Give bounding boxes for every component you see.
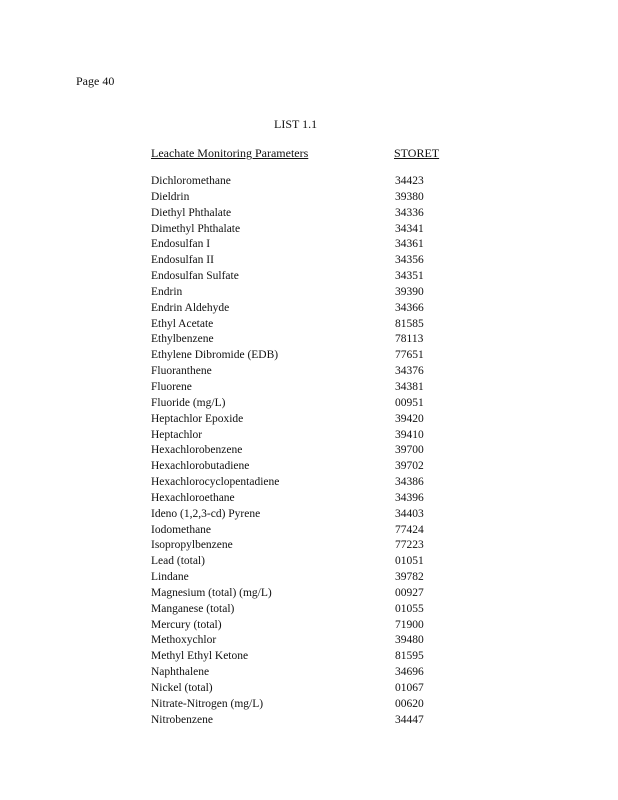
parameter-name: Hexachlorocyclopentadiene	[151, 476, 280, 489]
storet-code: 34696	[395, 666, 424, 679]
parameter-name: Magnesium (total) (mg/L)	[151, 586, 272, 599]
storet-code: 00927	[395, 586, 424, 599]
list-item	[0, 697, 618, 713]
storet-code: 39390	[395, 285, 424, 298]
storet-column-header: STORET	[394, 146, 440, 160]
list-item	[0, 301, 618, 317]
parameter-name: Ideno (1,2,3-cd) Pyrene	[151, 507, 261, 520]
storet-code: 34386	[395, 476, 424, 489]
storet-code: 78113	[395, 333, 424, 346]
storet-code: 34356	[395, 254, 424, 267]
parameter-name: Lead (total)	[151, 555, 205, 568]
list-item	[0, 348, 618, 364]
storet-code: 39700	[395, 444, 424, 457]
list-item	[0, 190, 618, 206]
parameter-name: Methyl Ethyl Ketone	[151, 650, 249, 663]
parameter-name: Mercury (total)	[151, 618, 222, 631]
parameter-name: Endosulfan Sulfate	[151, 270, 239, 283]
parameter-name: Fluoranthene	[151, 365, 212, 378]
list-item	[0, 713, 618, 729]
list-item	[0, 253, 618, 269]
storet-code: 34376	[395, 365, 424, 378]
storet-code: 00620	[395, 697, 424, 710]
parameter-name: Nitrobenzene	[151, 713, 213, 726]
parameter-name: Fluorene	[151, 380, 192, 393]
storet-code: 34447	[395, 713, 424, 726]
parameter-name: Ethyl Acetate	[151, 317, 214, 330]
list-item	[0, 380, 618, 396]
storet-code: 34381	[395, 380, 424, 393]
storet-code: 39420	[395, 412, 424, 425]
list-item	[0, 428, 618, 444]
parameter-list	[0, 174, 618, 729]
list-title: LIST 1.1	[274, 117, 318, 131]
storet-code: 81595	[395, 650, 424, 663]
storet-code: 34423	[395, 175, 424, 187]
storet-code: 34403	[395, 507, 424, 520]
list-item	[0, 206, 618, 222]
list-item	[0, 222, 618, 238]
parameter-name: Hexachlorobutadiene	[151, 460, 250, 473]
storet-code: 77223	[395, 539, 424, 552]
list-item	[0, 633, 618, 649]
list-item	[0, 507, 618, 523]
parameter-name: Endosulfan I	[151, 238, 211, 251]
storet-code: 39410	[395, 428, 424, 441]
parameter-name: Hexachlorobenzene	[151, 444, 243, 457]
parameter-name: Naphthalene	[151, 666, 210, 679]
list-item	[0, 364, 618, 380]
parameter-name: Nickel (total)	[151, 682, 213, 694]
parameter-name: Nitrate-Nitrogen (mg/L)	[151, 697, 264, 710]
storet-code: 34396	[395, 491, 424, 504]
parameter-name: Endrin Aldehyde	[151, 301, 230, 314]
parameter-name: Dichloromethane	[151, 175, 231, 187]
storet-code: 01051	[395, 555, 424, 568]
storet-code: 39480	[395, 634, 424, 647]
list-item	[0, 443, 618, 459]
storet-code: 77424	[395, 523, 424, 536]
column-header-row	[0, 146, 618, 160]
list-item	[0, 332, 618, 348]
list-item	[0, 285, 618, 301]
parameter-name: Lindane	[151, 571, 189, 584]
list-item	[0, 237, 618, 253]
parameter-name: Diethyl Phthalate	[151, 206, 232, 219]
parameter-name: Fluoride (mg/L)	[151, 396, 226, 409]
storet-code: 39782	[395, 571, 424, 584]
list-item	[0, 554, 618, 570]
list-item	[0, 618, 618, 634]
storet-code: 39702	[395, 460, 424, 473]
storet-code: 34336	[395, 206, 424, 219]
parameter-name: Ethylbenzene	[151, 333, 214, 346]
parameter-name: Ethylene Dibromide (EDB)	[151, 349, 279, 362]
parameter-name: Dimethyl Phthalate	[151, 222, 241, 235]
parameter-name: Manganese (total)	[151, 602, 235, 615]
storet-code: 34351	[395, 270, 424, 283]
storet-code: 34341	[395, 222, 424, 235]
list-item	[0, 269, 618, 285]
list-item	[0, 174, 618, 190]
parameter-column-header: Leachate Monitoring Parameters	[151, 146, 309, 160]
parameter-name: Iodomethane	[151, 523, 212, 536]
list-item	[0, 412, 618, 428]
parameter-name: Heptachlor	[151, 428, 203, 441]
list-item	[0, 523, 618, 539]
list-item	[0, 665, 618, 681]
page-number: Page 40	[76, 74, 115, 88]
parameter-name: Methoxychlor	[151, 634, 217, 647]
parameter-name: Hexachloroethane	[151, 491, 235, 504]
storet-code: 34366	[395, 301, 424, 314]
parameter-name: Endrin	[151, 285, 183, 298]
storet-code: 00951	[395, 396, 424, 409]
list-item	[0, 649, 618, 665]
list-item	[0, 570, 618, 586]
list-item	[0, 459, 618, 475]
storet-code: 34361	[395, 238, 424, 251]
storet-code: 77651	[395, 349, 424, 362]
list-item	[0, 491, 618, 507]
list-item	[0, 475, 618, 491]
list-item	[0, 317, 618, 333]
list-item	[0, 396, 618, 412]
parameter-name: Endosulfan II	[151, 254, 214, 267]
parameter-name: Heptachlor Epoxide	[151, 412, 244, 425]
list-item	[0, 602, 618, 618]
storet-code: 81585	[395, 317, 424, 330]
storet-code: 01055	[395, 602, 424, 615]
storet-code: 71900	[395, 618, 424, 631]
storet-code: 01067	[395, 682, 424, 694]
list-item	[0, 538, 618, 554]
list-item	[0, 681, 618, 697]
parameter-name: Dieldrin	[151, 190, 190, 203]
storet-code: 39380	[395, 190, 424, 203]
list-item	[0, 586, 618, 602]
parameter-name: Isopropylbenzene	[151, 539, 233, 552]
